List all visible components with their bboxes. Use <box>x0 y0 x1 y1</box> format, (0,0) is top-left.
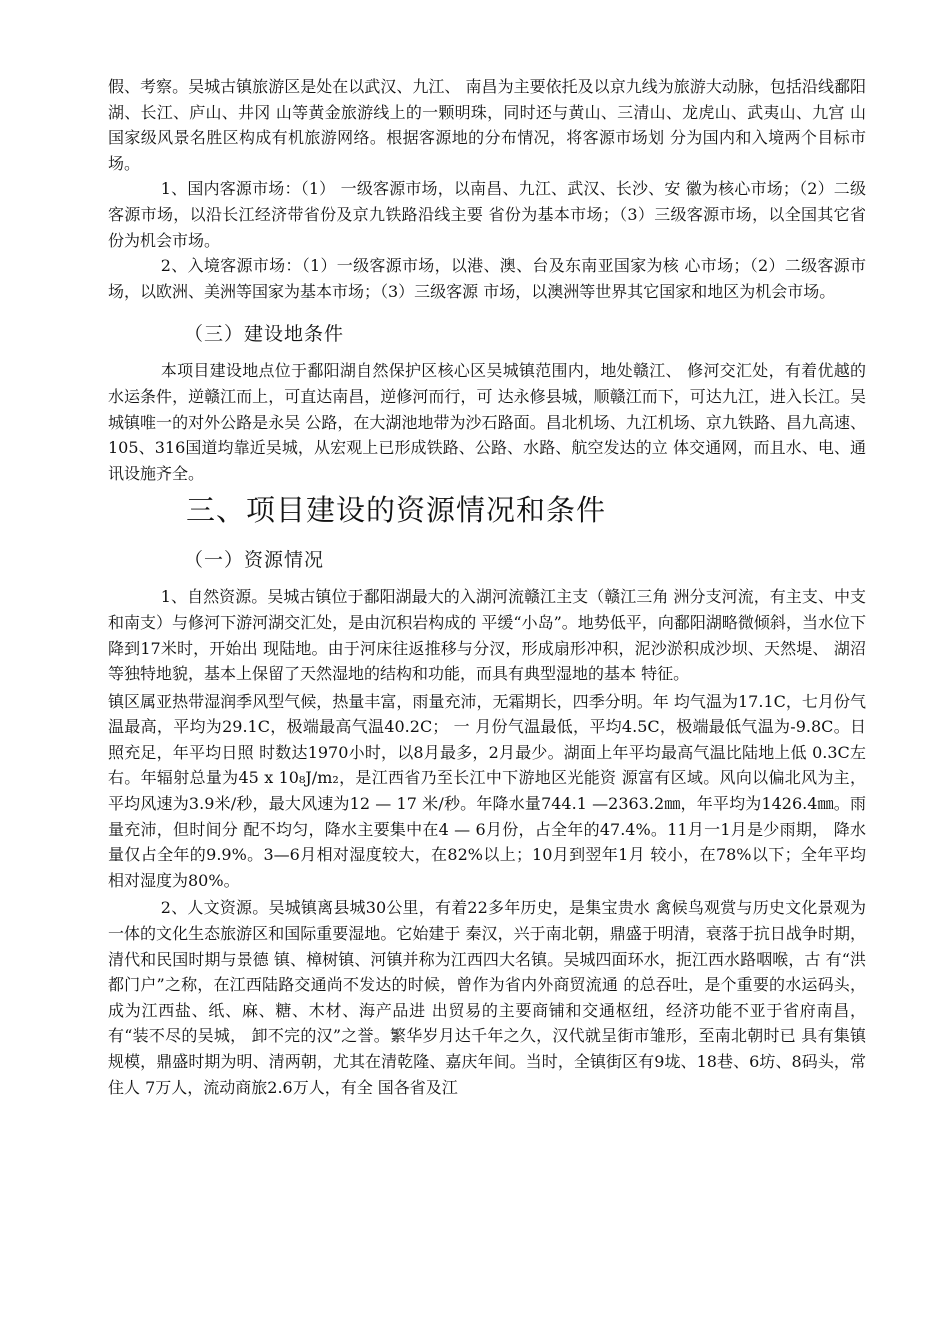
chapter-heading-resources: 三、项目建设的资源情况和条件 <box>186 493 607 528</box>
paragraph-cultural-resources: 2、人文资源。吴城镇离县城30公里，有着22多年历史，是集宝贵水 禽候鸟观赏与历史文化景观为一体的文化生态旅游区和国际重要湿地。它始建于 秦汉，兴于南北朝，鼎盛于明清，衰落于抗日战争时期，清代和民国时期与景德 镇、樟树镇、河镇并称为江西四大名镇。吴城四面环水，扼江西水路咽喉，古 有“洪都门户”之称，在江西陆路交通尚不发达的时候，曾作为省内外商贸流通 的总吞吐，是个重要的水运码头，成为江西盐、纸、麻、糖、木材、海产品进 出贸易的主要商铺和交通枢纽，经济功能不亚于省府南昌，有“装不尽的吴城， 卸不完的汉”之誉。繁华岁月达千年之久，汉代就呈街市雏形，至南北朝时已 具有集镇规模，鼎盛时期为明、清两朝，尤其在清乾隆、嘉庆年间。当时，全镇街区有9垅、18巷、6坊、8码头，常住人 7万人，流动商旅2.6万人，有全 国各省及江 <box>108 898 866 1097</box>
document-page <box>108 74 866 1100</box>
paragraph-site-conditions: 本项目建设地点位于鄱阳湖自然保护区核心区吴城镇范围内，地处赣江、 修河交汇处，有着优越的水运条件，逆赣江而上，可直达南昌，逆修河而行，可 达永修县城，顺赣江而下，可达九江，进入长江。吴城镇唯一的对外公路是永吴 公路，在大湖池地带为沙石路面。昌北机场、九江机场、京九铁路、昌九高速、 105、316国道均靠近吴城，从宏观上已形成铁路、公路、水路、航空发达的立 体交通网，而且水、电、通讯设施齐全。 <box>108 361 866 483</box>
section-heading-site-conditions: （三）建设地条件 <box>184 323 345 346</box>
paragraph-natural-resources: 1、自然资源。吴城古镇位于鄱阳湖最大的入湖河流赣江主支（赣江三角 洲分支河流，有主支、中支和南支）与修河下游河湖交汇处，是由沉积岩构成的 平缓“小岛”。地势低平，向鄱阳湖略微倾斜，当水位下降到17米时，开始出 现陆地。由于河床往返推移与分汊，形成扇形冲积，泥沙淤积成沙坝、天然堤、 湖沼等独特地貌，基本上保留了天然湿地的结构和功能，而具有典型湿地的基本 特征。 <box>108 587 866 684</box>
paragraph-tourism-market: 假、考察。吴城古镇旅游区是处在以武汉、九江、 南昌为主要依托及以京九线为旅游大动脉，包括沿线鄱阳湖、长江、庐山、井冈 山等黄金旅游线上的一颗明珠，同时还与黄山、三清山、龙虎山、武夷山、九宫 山国家级风景名胜区构成有机旅游网络。根据客源地的分布情况，将客源市场划 分为国内和入境两个目标市场。 <box>108 77 866 173</box>
paragraph-inbound-market: 2、入境客源市场：（1）一级客源市场，以港、澳、台及东南亚国家为核 心市场；（2）二级客源市场，以欧洲、美洲等国家为基本市场；（3）三级客源 市场，以澳洲等世界其它国家和地区为机会市场。 <box>108 256 866 301</box>
paragraph-domestic-market: 1、国内客源市场：（1） 一级客源市场，以南昌、九江、武汉、长沙、安 徽为核心市场；（2）二级客源市场，以沿长江经济带省份及京九铁路沿线主要 省份为基本市场；（3）三级客源市场，以全国其它省份为机会市场。 <box>108 179 866 250</box>
paragraph-climate: 镇区属亚热带湿润季风型气候，热量丰富，雨量充沛，无霜期长，四季分明。年 均气温为17.1C，七月份气温最高，平均为29.1C，极端最高气温40.2C； 一 月份气温最低，平均4.5C，极端最低气温为-9.8C。日照充足，年平均日照 时数达1970小时，以8月最多，2月最少。湖面上年平均最高气温比陆地上低 0.3C左右。年辐射总量为45 x 10₈J/m₂，是江西省乃至长江中下游地区光能资 源富有区域。风向以偏北风为主，平均风速为3.9米/秒，最大风速为12 — 17 米/秒。年降水量744.1 —2363.2㎜，年平均为1426.4㎜。雨量充沛，但时间分 配不均匀，降水主要集中在4 — 6月份，占全年的47.4%。11月一1月是少雨期， 降水量仅占全年的9.9%。3—6月相对湿度较大，在82%以上；10月到翌年1月 较小，在78%以下；全年平均相对湿度为80%。 <box>108 691 866 890</box>
section-heading-resource-status: （一）资源情况 <box>184 549 325 572</box>
